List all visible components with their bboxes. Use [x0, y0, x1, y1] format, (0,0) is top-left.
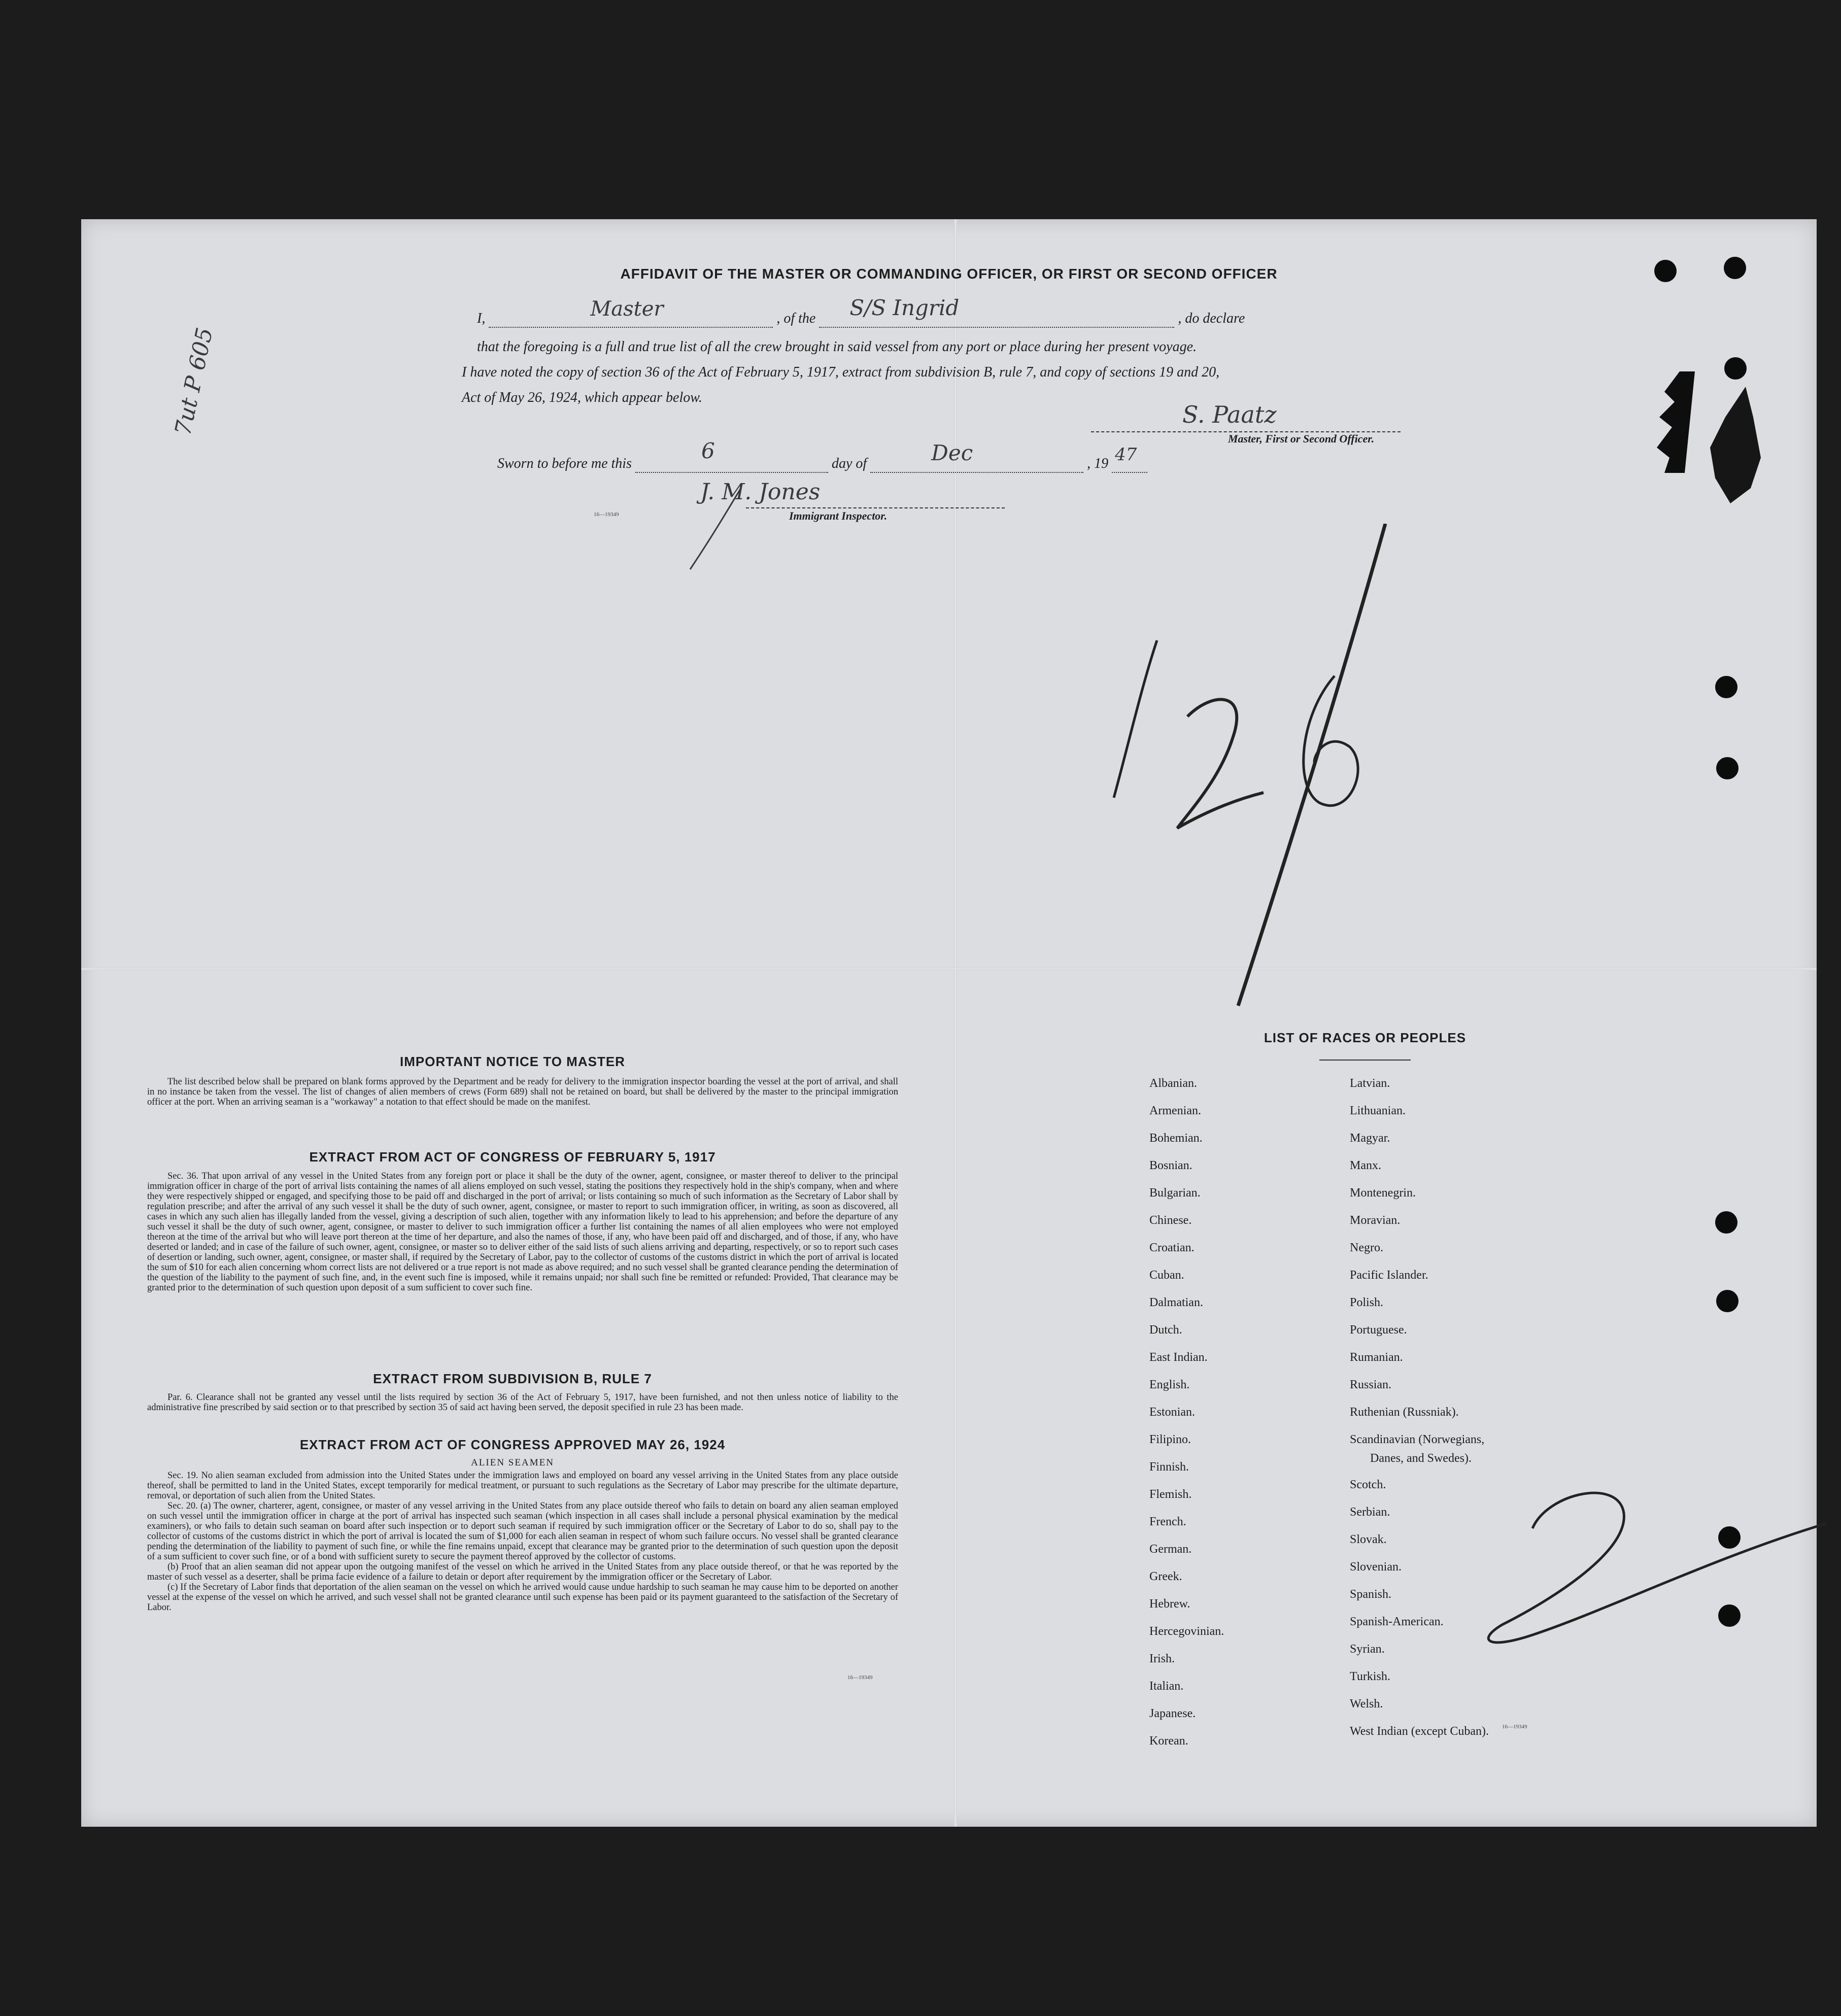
- extract-rule7-paragraph: Par. 6. Clearance shall not be granted any vessel until the lists required by section 36 of the Act of February 5, 1917, have been furnished, and not then unless notice of liability to the administrative fine prescribed by said section or to that prescribed by section 35 of said act having been served, the deposit specified in rule 23 has been made.: [147, 1392, 898, 1413]
- sworn-day: 6: [701, 438, 715, 463]
- sec-20b-paragraph: (b) Proof that an alien seaman did not appear upon the outgoing manifest of the vessel on which he arrived in the United States from any place outside thereof, or that he was reported by the master of such vessel as a deserter, shall be prima facie evidence of a failure to detain or deport after requirement by the immigration officer or the Secretary of Labor.: [147, 1562, 898, 1582]
- sworn-year-field: [1112, 445, 1147, 473]
- race-item: Japanese.: [1149, 1707, 1196, 1720]
- races-title: LIST OF RACES OR PEOPLES: [1264, 1030, 1467, 1045]
- punch-hole: [1715, 676, 1737, 698]
- officer-caption: Master, First or Second Officer.: [1228, 432, 1375, 445]
- horizontal-fold: [81, 968, 1817, 970]
- punch-hole: [1724, 357, 1747, 380]
- race-item: Korean.: [1149, 1734, 1188, 1748]
- race-item: Bosnian.: [1149, 1159, 1192, 1172]
- race-item: Moravian.: [1350, 1214, 1401, 1227]
- sworn-month-field: [870, 440, 1083, 473]
- sworn-mid: day of: [831, 456, 867, 471]
- affidavit-title: AFFIDAVIT OF THE MASTER OR COMMANDING OFFICER, OR FIRST OR SECOND OFFICER: [620, 266, 1278, 282]
- race-item: Chinese.: [1149, 1214, 1192, 1227]
- sworn-prefix: Sworn to before me this: [497, 456, 632, 471]
- race-item: Slovak.: [1350, 1533, 1387, 1546]
- sworn-year: 47: [1115, 445, 1137, 465]
- race-item: Turkish.: [1350, 1670, 1390, 1683]
- race-item: Irish.: [1149, 1652, 1175, 1665]
- race-item: Serbian.: [1350, 1506, 1390, 1519]
- race-item: Dalmatian.: [1149, 1296, 1203, 1309]
- race-item: East Indian.: [1149, 1351, 1208, 1364]
- race-item: German.: [1149, 1543, 1192, 1556]
- race-item: Danes, and Swedes).: [1370, 1452, 1472, 1465]
- race-item: English.: [1149, 1378, 1190, 1391]
- extract-1917-text: [147, 1171, 898, 1293]
- races-title-rule: [1319, 1060, 1411, 1061]
- punch-hole: [1716, 757, 1738, 779]
- affidavit-mid: , of the: [776, 311, 816, 326]
- race-item: Filipino.: [1149, 1433, 1191, 1446]
- race-item: Manx.: [1350, 1159, 1381, 1172]
- race-item: Bulgarian.: [1149, 1186, 1201, 1200]
- handwritten-vessel: S/S Ingrid: [849, 295, 960, 320]
- race-item: Italian.: [1149, 1680, 1184, 1693]
- extract-rule7-text: [147, 1392, 898, 1413]
- extract-rule7-title: EXTRACT FROM SUBDIVISION B, RULE 7: [373, 1371, 652, 1386]
- race-item: Montenegrin.: [1350, 1186, 1416, 1200]
- date-mark-strokes: [1111, 524, 1416, 1031]
- extract-1917-title: EXTRACT FROM ACT OF CONGRESS OF FEBRUARY 5, 1917: [309, 1149, 716, 1165]
- sworn-month: Dec: [931, 440, 973, 465]
- race-item: Bohemian.: [1149, 1132, 1203, 1145]
- form-number-left: 16—19349: [847, 1675, 873, 1681]
- handwritten-name: Master: [590, 297, 664, 321]
- extract-1924-text: [147, 1471, 898, 1613]
- inspector-caption: Immigrant Inspector.: [789, 509, 888, 522]
- sec-19-paragraph: Sec. 19. No alien seaman excluded from admission into the United States under the immigration laws and employed on board any vessel arriving in the United States from any place outside thereof, shall be permitted to land in the United States, except temporarily for medical treatment, or pursuant to such regulations as the Secretary of Labor may prescribe for the ultimate departure, removal, or deportation of such alien from the United States.: [147, 1471, 898, 1501]
- race-item: Syrian.: [1350, 1643, 1385, 1656]
- race-item: Estonian.: [1149, 1406, 1195, 1419]
- race-item: Dutch.: [1149, 1323, 1182, 1337]
- race-item: Finnish.: [1149, 1460, 1189, 1474]
- form-number: 16—19349: [594, 511, 619, 518]
- affidavit-line-2: that the foregoing is a full and true list of all the crew brought in said vessel from any port or place during her present voyage.: [477, 339, 1197, 355]
- race-item: French.: [1149, 1515, 1186, 1528]
- race-item: Armenian.: [1149, 1104, 1201, 1117]
- race-item: Hercegovinian.: [1149, 1625, 1224, 1638]
- race-item: Lithuanian.: [1350, 1104, 1406, 1117]
- race-item: Spanish-American.: [1350, 1615, 1444, 1628]
- vessel-name-field: [819, 295, 1174, 328]
- race-item: Polish.: [1350, 1296, 1384, 1309]
- races-left-column: [1149, 1070, 1224, 1755]
- notice-title: IMPORTANT NOTICE TO MASTER: [400, 1054, 625, 1069]
- master-name-field: [489, 297, 773, 328]
- sworn-line: [497, 438, 1147, 473]
- extract-1924-title: EXTRACT FROM ACT OF CONGRESS APPROVED MAY 26, 1924: [299, 1437, 726, 1452]
- punch-hole: [1716, 1290, 1738, 1312]
- affidavit-suffix: , do declare: [1178, 311, 1245, 326]
- form-number-right: 16—19349: [1502, 1724, 1527, 1730]
- notice-paragraph: The list described below shall be prepared on blank forms approved by the Department and be ready for delivery to the immigration inspector boarding the vessel at the port of arrival, and shall in no instance be taken from the vessel. The list of changes of alien members of crews (Form 689) shall not be retained on board, but shall be delivered by the master to the principal immigration officer at the port. When an arriving seaman is a "workaway" a notation to that effect should be made on the manifest.: [147, 1077, 898, 1107]
- page-mark-strokes: [1472, 1483, 1837, 1650]
- alien-seamen-subtitle: ALIEN SEAMEN: [471, 1457, 554, 1468]
- inspector-line: [746, 507, 1005, 508]
- race-item: Ruthenian (Russniak).: [1350, 1406, 1459, 1419]
- punch-hole: [1715, 1211, 1737, 1234]
- race-item: Slovenian.: [1350, 1560, 1402, 1574]
- race-item: Albanian.: [1149, 1077, 1197, 1090]
- inspector-signature-stroke: [680, 483, 761, 574]
- race-item: Scandinavian (Norwegians,: [1350, 1433, 1485, 1446]
- race-item: Russian.: [1350, 1378, 1392, 1391]
- race-item: Cuban.: [1149, 1269, 1184, 1282]
- race-item: Portuguese.: [1350, 1323, 1407, 1337]
- inspector-signature: J. M. Jones: [700, 479, 821, 505]
- races-right-column: [1350, 1070, 1489, 1745]
- document-sheet: [81, 219, 1817, 1827]
- sworn-day-field: [635, 438, 828, 473]
- race-item: Hebrew.: [1149, 1597, 1190, 1611]
- race-item: Croatian.: [1149, 1241, 1195, 1254]
- race-item: Scotch.: [1350, 1478, 1386, 1491]
- race-item: Rumanian.: [1350, 1351, 1403, 1364]
- extract-1917-paragraph: Sec. 36. That upon arrival of any vessel in the United States from any foreign port or place it shall be the duty of the owner, agent, consignee, or master thereof to deliver to the principal immigration officer in charge of the port of arrival lists containing the names of all aliens employed on such vessel, stating the positions they respectively hold in the ship's company, when and where they were respectively shipped or engaged, and specifying those to be paid off and discharged in the port of arrival; or lists containing so much of such information as the Secretary of Labor shall by regulation prescribe; and after the arrival of any such vessel it shall be the duty of such owner, agent, consignee, or master to report to such immigration officer, in writing, as soon as discovered, all cases in which any such alien has illegally landed from the vessel, giving a description of such alien, together with any information likely to lead to his apprehension; and before the departure of any such vessel it shall be the duty of such owner, agent, consignee, or master to deliver to such immigration officer a further list containing the names of all alien employees who were not employed thereon at the time of the arrival but who will leave port thereon at the time of her departure, and also the names of those, if any, who have been paid off and discharged, and of those, if any, who have deserted or landed; and in case of the failure of such owner, agent, consignee, or master so to deliver either of the said lists of such aliens arriving and departing, respectively, or so to report such cases of desertion or landing, such owner, agent, consignee, or master shall, if required by the Secretary of Labor, pay to the collector of customs of the customs district in which the port of arrival is located the sum of $10 for each alien concerning whom correct lists are not delivered or a true report is not made as above required; and no such vessel shall be granted clearance pending the determination of the question of the liability to the payment of such fine, and, in the event such fine is imposed, while it remains unpaid; nor shall such fine be remitted or refunded: Provided, That clearance may be granted prior to the determination of such question upon deposit of a sum sufficient to cover such fine.: [147, 1171, 898, 1293]
- race-item: Welsh.: [1350, 1697, 1383, 1711]
- race-item: Spanish.: [1350, 1588, 1392, 1601]
- race-item: Pacific Islander.: [1350, 1269, 1428, 1282]
- sec-20c-paragraph: (c) If the Secretary of Labor finds that deportation of the alien seaman on the vessel on which he arrived would cause undue hardship to such seaman he may cause him to be deported on another vessel at the expense of the vessel on which he arrived, and such vessel shall not be granted clearance until such expense has been paid or its payment guaranteed to the satisfaction of the Secretary of Labor.: [147, 1582, 898, 1613]
- affidavit-prefix: I,: [477, 311, 486, 326]
- race-item: Flemish.: [1149, 1488, 1192, 1501]
- sec-20a-paragraph: Sec. 20. (a) The owner, charterer, agent, consignee, or master of any vessel arriving in the United States from any place outside thereof who fails to detain on board any alien seaman employed on such vessel until the immigration officer in charge at the port of arrival has inspected such seaman (which inspection in all cases shall include a personal physical examination by the medical examiners), or who fails to detain such seaman on board after such inspection or to deport such seaman if required by such immigration officer or the Secretary of Labor to do so, shall pay to the collector of customs of the customs district in which the port of arrival is located the sum of $1,000 for each alien seaman in respect of whom such failure occurs. No vessel shall be granted clearance pending the determination of the liability to payment of such fine, or while the fine remains unpaid, except that clearance may be granted prior to the determination of such question upon the deposit of a sum sufficient to cover such fine, or of a bond with sufficient surety to secure the payment thereof approved by the collector of customs.: [147, 1501, 898, 1562]
- tear-mark: [1705, 387, 1761, 503]
- affidavit-line-4: Act of May 26, 1924, which appear below.: [462, 390, 702, 405]
- tear-mark: [1649, 371, 1695, 473]
- notice-text: [147, 1077, 898, 1107]
- race-item: West Indian (except Cuban).: [1350, 1725, 1489, 1738]
- race-item: Latvian.: [1350, 1077, 1390, 1090]
- officer-signature: S. Paatz: [1182, 401, 1277, 428]
- race-item: Negro.: [1350, 1241, 1383, 1254]
- race-item: Greek.: [1149, 1570, 1182, 1583]
- affidavit-line-3: I have noted the copy of section 36 of the Act of February 5, 1917, extract from subdivision B, rule 7, and copy of sections 19 and 20,: [462, 364, 1220, 380]
- race-item: Magyar.: [1350, 1132, 1390, 1145]
- sworn-year-prefix: , 19: [1087, 456, 1109, 471]
- affidavit-line-1: [477, 295, 1245, 328]
- margin-note: 7ut P 605: [170, 325, 218, 438]
